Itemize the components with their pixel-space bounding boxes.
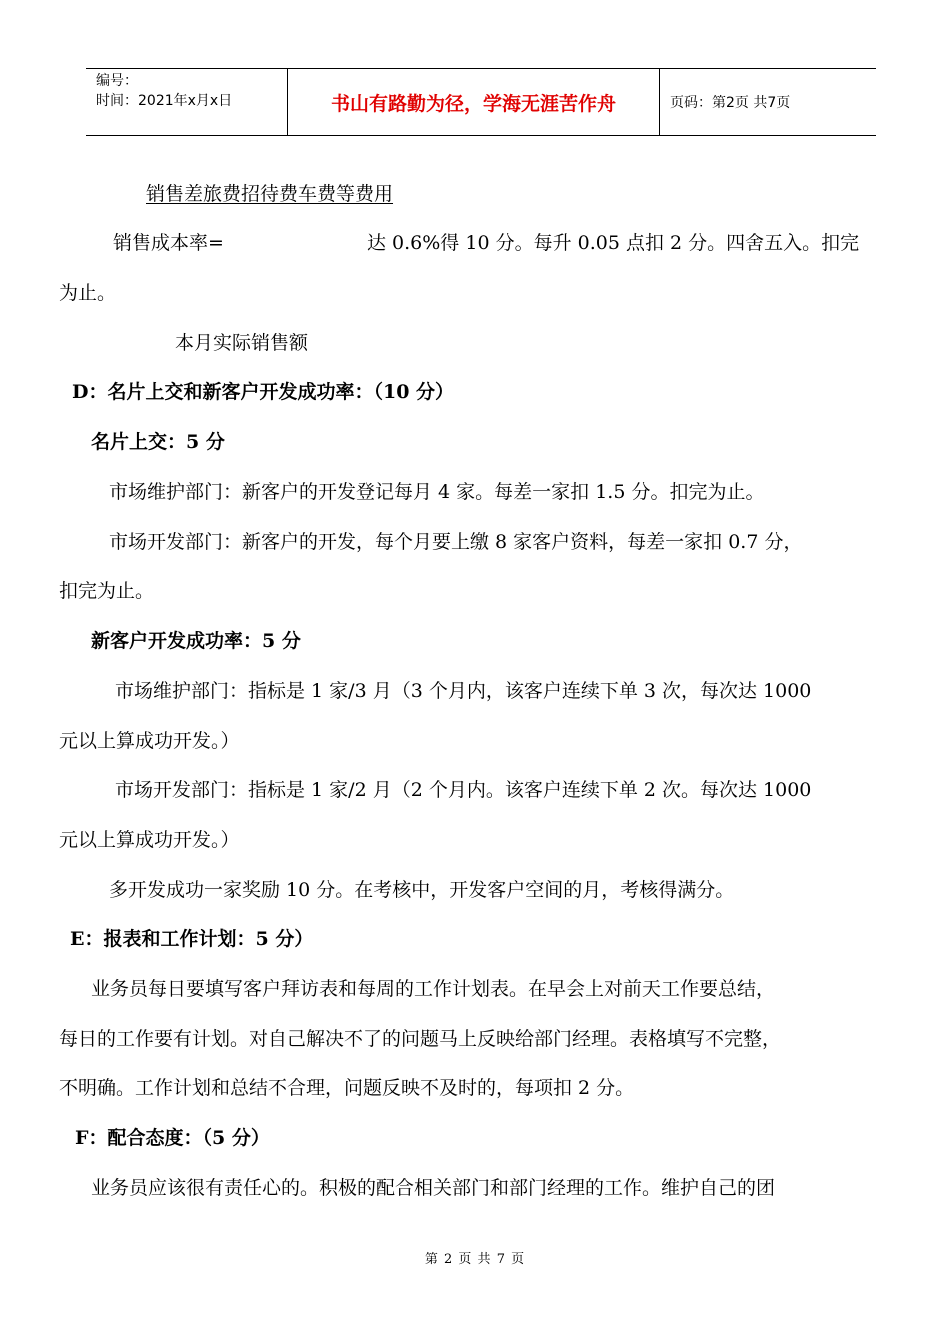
card-maint-rule: 市场维护部门：新客户的开发登记每月 4 家。每差一家扣 1.5 分。扣完为止。 — [109, 481, 765, 503]
cost-rate-rule-cont: 为止。 — [59, 282, 117, 304]
section-f-title: F：配合态度：（5 分） — [75, 1127, 270, 1149]
document-number-label: 编号： — [96, 73, 138, 89]
section-f-paragraph-line-1: 业务员应该很有责任心的。积极的配合相关部门和部门经理的工作。维护自己的团 — [91, 1177, 776, 1199]
success-dev-rule-cont: 元以上算成功开发。） — [59, 829, 240, 851]
section-d-title: D：名片上交和新客户开发成功率：（10 分） — [72, 381, 455, 403]
success-maint-rule: 市场维护部门：指标是 1 家/3 月（3 个月内，该客户连续下单 3 次，每次达 1000 — [115, 680, 812, 702]
section-e-title: E：报表和工作计划：5 分） — [70, 928, 314, 950]
cost-rate-label: 销售成本率= — [113, 232, 224, 254]
bonus-rule: 多开发成功一家奖励 10 分。在考核中，开发客户空间的月，考核得满分。 — [109, 879, 735, 901]
section-e-paragraph-line-3: 不明确。工作计划和总结不合理，问题反映不及时的，每项扣 2 分。 — [59, 1077, 635, 1099]
document-time-label: 时间：2021年x月x日 — [96, 93, 233, 109]
header-page-label: 页码：第2页 共7页 — [670, 95, 791, 111]
header-motto: 书山有路勤为径，学海无涯苦作舟 — [288, 69, 660, 135]
card-submit-title: 名片上交：5 分 — [91, 431, 225, 453]
document-header — [86, 68, 876, 136]
cost-rate-fraction-numerator: 销售差旅费招待费车费等费用 — [146, 183, 394, 205]
success-dev-rule: 市场开发部门：指标是 1 家/2 月（2 个月内。该客户连续下单 2 次。每次达 1000 — [115, 779, 812, 801]
header-info-cell — [86, 69, 288, 135]
section-e-paragraph-line-2: 每日的工作要有计划。对自己解决不了的问题马上反映给部门经理。表格填写不完整， — [59, 1028, 782, 1050]
cost-rate-rule: 达 0.6%得 10 分。每升 0.05 点扣 2 分。四舍五入。扣完 — [367, 232, 860, 254]
success-rate-title: 新客户开发成功率：5 分 — [91, 630, 301, 652]
card-dev-rule: 市场开发部门：新客户的开发，每个月要上缴 8 家客户资料，每差一家扣 0.7 分， — [109, 531, 803, 553]
page-footer: 第 2 页 共 7 页 — [424, 1252, 526, 1267]
card-dev-rule-cont: 扣完为止。 — [59, 580, 155, 602]
section-e-paragraph-line-1: 业务员每日要填写客户拜访表和每周的工作计划表。在早会上对前天工作要总结， — [91, 978, 776, 1000]
cost-rate-fraction-denominator: 本月实际销售额 — [175, 332, 309, 354]
success-maint-rule-cont: 元以上算成功开发。） — [59, 730, 240, 752]
